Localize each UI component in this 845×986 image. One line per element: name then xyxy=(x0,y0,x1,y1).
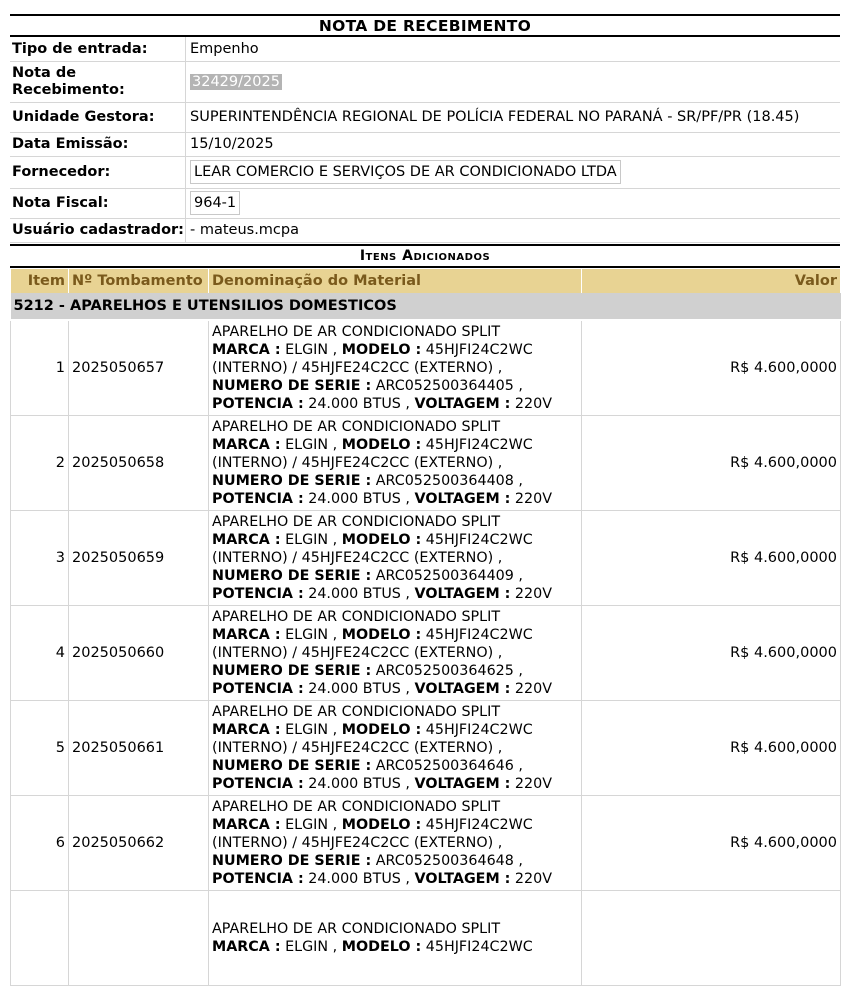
spec-label-serie: NUMERO DE SERIE : xyxy=(212,377,372,394)
spec-label-voltagem: VOLTAGEM : xyxy=(414,775,511,792)
info-row xyxy=(10,61,840,102)
spec-value-serie: ARC052500364646 , xyxy=(371,757,523,774)
spec-value-voltagem: 220V xyxy=(510,680,552,697)
table-row xyxy=(11,700,841,795)
spec-value-marca: ELGIN , xyxy=(280,721,342,738)
spec-label-modelo: MODELO : xyxy=(341,436,422,453)
info-row xyxy=(10,218,840,242)
spec-label-serie: NUMERO DE SERIE : xyxy=(212,757,372,774)
item-number: 5 xyxy=(11,700,69,795)
spec-label-potencia: POTENCIA : xyxy=(212,585,304,602)
spec-label-marca: MARCA : xyxy=(212,531,281,548)
spec-label-voltagem: VOLTAGEM : xyxy=(414,870,511,887)
material-description xyxy=(209,700,582,795)
item-value: R$ 4.600,0000 xyxy=(582,415,841,510)
table-row xyxy=(11,795,841,890)
spec-label-voltagem: VOLTAGEM : xyxy=(414,395,511,412)
material-name: APARELHO DE AR CONDICIONADO SPLIT xyxy=(212,418,501,435)
tombamento-number: 2025050662 xyxy=(69,795,209,890)
spec-label-modelo: MODELO : xyxy=(341,341,422,358)
info-value-cell xyxy=(186,61,841,102)
material-description xyxy=(209,415,582,510)
spec-value-voltagem: 220V xyxy=(510,775,552,792)
spec-value-potencia: 24.000 BTUS , xyxy=(303,490,415,507)
item-value: R$ 4.600,0000 xyxy=(582,605,841,700)
spec-label-modelo: MODELO : xyxy=(341,531,422,548)
column-header-tombamento[interactable]: Nº Tombamento xyxy=(69,269,209,293)
spec-label-modelo: MODELO : xyxy=(341,721,422,738)
material-name: APARELHO DE AR CONDICIONADO SPLIT xyxy=(212,323,501,340)
table-row xyxy=(11,605,841,700)
info-row xyxy=(10,156,840,188)
spec-value-potencia: 24.000 BTUS , xyxy=(303,395,415,412)
items-section-title: Itens Adicionados xyxy=(10,244,840,268)
spec-value-voltagem: 220V xyxy=(510,490,552,507)
spec-label-voltagem: VOLTAGEM : xyxy=(414,585,511,602)
item-number xyxy=(11,890,69,985)
spec-label-modelo: MODELO : xyxy=(341,626,422,643)
info-row xyxy=(10,102,840,132)
spec-value-voltagem: 220V xyxy=(510,395,552,412)
spec-label-voltagem: VOLTAGEM : xyxy=(414,490,511,507)
spec-value-modelo: 45HJFI24C2WC (INTERNO) / 45HJFE24C2CC (EXTERNO) , xyxy=(212,721,533,756)
spec-value-potencia: 24.000 BTUS , xyxy=(303,775,415,792)
tombamento-number: 2025050661 xyxy=(69,700,209,795)
spec-value-marca: ELGIN , xyxy=(280,626,342,643)
item-number: 2 xyxy=(11,415,69,510)
info-label: Unidade Gestora: xyxy=(10,102,186,132)
spec-label-potencia: POTENCIA : xyxy=(212,490,304,507)
tombamento-number: 2025050660 xyxy=(69,605,209,700)
column-header-item[interactable]: Item xyxy=(11,269,69,293)
material-specs xyxy=(212,938,578,956)
info-value: - mateus.mcpa xyxy=(190,222,299,238)
info-value: SUPERINTENDÊNCIA REGIONAL DE POLÍCIA FEDERAL NO PARANÁ - SR/PF/PR (18.45) xyxy=(190,109,800,125)
material-name: APARELHO DE AR CONDICIONADO SPLIT xyxy=(212,703,501,720)
material-name: APARELHO DE AR CONDICIONADO SPLIT xyxy=(212,608,501,625)
material-specs xyxy=(212,816,578,888)
info-value: Empenho xyxy=(190,40,259,57)
tombamento-number xyxy=(69,890,209,985)
table-row xyxy=(11,320,841,416)
receipt-document xyxy=(10,14,840,986)
item-value xyxy=(582,890,841,985)
info-value-cell xyxy=(186,37,841,61)
spec-value-modelo: 45HJFI24C2WC xyxy=(421,938,533,955)
spec-label-serie: NUMERO DE SERIE : xyxy=(212,472,372,489)
info-row xyxy=(10,37,840,61)
material-name: APARELHO DE AR CONDICIONADO SPLIT xyxy=(212,513,501,530)
spec-value-marca: ELGIN , xyxy=(280,436,342,453)
info-label: Nota de Recebimento: xyxy=(10,61,186,102)
info-label: Tipo de entrada: xyxy=(10,37,186,61)
material-description xyxy=(209,320,582,416)
spec-label-modelo: MODELO : xyxy=(341,938,422,955)
item-value: R$ 4.600,0000 xyxy=(582,510,841,605)
item-value: R$ 4.600,0000 xyxy=(582,795,841,890)
spec-label-marca: MARCA : xyxy=(212,721,281,738)
spec-value-serie: ARC052500364409 , xyxy=(371,567,523,584)
column-header-denominacao[interactable]: Denominação do Material xyxy=(209,269,582,293)
material-description xyxy=(209,510,582,605)
receipt-info-table xyxy=(10,37,840,243)
spec-value-voltagem: 220V xyxy=(510,870,552,887)
material-specs xyxy=(212,531,578,603)
material-specs xyxy=(212,721,578,793)
material-name: APARELHO DE AR CONDICIONADO SPLIT xyxy=(212,798,501,815)
spec-label-potencia: POTENCIA : xyxy=(212,680,304,697)
spec-value-marca: ELGIN , xyxy=(280,938,342,955)
info-row xyxy=(10,132,840,156)
spec-value-serie: ARC052500364408 , xyxy=(371,472,523,489)
info-label: Usuário cadastrador: xyxy=(10,218,186,242)
spec-value-serie: ARC052500364625 , xyxy=(371,662,523,679)
spec-label-modelo: MODELO : xyxy=(341,816,422,833)
spec-label-potencia: POTENCIA : xyxy=(212,870,304,887)
item-value: R$ 4.600,0000 xyxy=(582,700,841,795)
items-table xyxy=(10,269,841,986)
material-specs xyxy=(212,341,578,413)
spec-value-modelo: 45HJFI24C2WC (INTERNO) / 45HJFE24C2CC (EXTERNO) , xyxy=(212,816,533,851)
material-specs xyxy=(212,626,578,698)
page-title: NOTA DE RECEBIMENTO xyxy=(10,14,840,37)
group-label: 5212 - APARELHOS E UTENSILIOS DOMESTICOS xyxy=(11,293,841,320)
info-value-cell xyxy=(186,188,841,218)
tombamento-number: 2025050659 xyxy=(69,510,209,605)
spec-label-marca: MARCA : xyxy=(212,938,281,955)
spec-value-modelo: 45HJFI24C2WC (INTERNO) / 45HJFE24C2CC (EXTERNO) , xyxy=(212,626,533,661)
item-value: R$ 4.600,0000 xyxy=(582,320,841,416)
table-row xyxy=(11,415,841,510)
info-value: 15/10/2025 xyxy=(190,136,274,152)
spec-label-serie: NUMERO DE SERIE : xyxy=(212,662,372,679)
spec-value-potencia: 24.000 BTUS , xyxy=(303,585,415,602)
table-row xyxy=(11,510,841,605)
info-value[interactable]: 32429/2025 xyxy=(192,73,280,90)
item-number: 3 xyxy=(11,510,69,605)
group-header-row xyxy=(11,293,841,320)
spec-value-potencia: 24.000 BTUS , xyxy=(303,870,415,887)
info-row xyxy=(10,188,840,218)
spec-value-potencia: 24.000 BTUS , xyxy=(303,680,415,697)
info-value-cell xyxy=(186,102,841,132)
spec-value-modelo: 45HJFI24C2WC (INTERNO) / 45HJFE24C2CC (EXTERNO) , xyxy=(212,531,533,566)
info-label: Fornecedor: xyxy=(10,156,186,188)
spec-value-marca: ELGIN , xyxy=(280,341,342,358)
material-description xyxy=(209,795,582,890)
tombamento-number: 2025050658 xyxy=(69,415,209,510)
spec-label-serie: NUMERO DE SERIE : xyxy=(212,567,372,584)
spec-value-voltagem: 220V xyxy=(510,585,552,602)
material-specs xyxy=(212,436,578,508)
spec-label-serie: NUMERO DE SERIE : xyxy=(212,852,372,869)
material-description xyxy=(209,890,582,985)
spec-label-marca: MARCA : xyxy=(212,626,281,643)
material-description xyxy=(209,605,582,700)
info-label: Nota Fiscal: xyxy=(10,188,186,218)
spec-label-marca: MARCA : xyxy=(212,436,281,453)
spec-label-marca: MARCA : xyxy=(212,341,281,358)
spec-value-serie: ARC052500364405 , xyxy=(371,377,523,394)
info-label: Data Emissão: xyxy=(10,132,186,156)
column-header-valor[interactable]: Valor xyxy=(582,269,841,293)
tombamento-number: 2025050657 xyxy=(69,320,209,416)
spec-label-potencia: POTENCIA : xyxy=(212,395,304,412)
info-value[interactable]: 964-1 xyxy=(190,191,240,215)
spec-value-marca: ELGIN , xyxy=(280,531,342,548)
spec-label-potencia: POTENCIA : xyxy=(212,775,304,792)
info-value-cell xyxy=(186,156,841,188)
spec-label-voltagem: VOLTAGEM : xyxy=(414,680,511,697)
spec-value-marca: ELGIN , xyxy=(280,816,342,833)
spec-value-modelo: 45HJFI24C2WC (INTERNO) / 45HJFE24C2CC (EXTERNO) , xyxy=(212,436,533,471)
item-number: 6 xyxy=(11,795,69,890)
spec-label-marca: MARCA : xyxy=(212,816,281,833)
table-row xyxy=(11,890,841,985)
info-value-cell xyxy=(186,132,841,156)
spec-value-modelo: 45HJFI24C2WC (INTERNO) / 45HJFE24C2CC (EXTERNO) , xyxy=(212,341,533,376)
spec-value-serie: ARC052500364648 , xyxy=(371,852,523,869)
items-header-row xyxy=(11,269,841,293)
info-value-cell xyxy=(186,218,841,242)
item-number: 1 xyxy=(11,320,69,416)
info-value[interactable]: LEAR COMERCIO E SERVIÇOS DE AR CONDICIONADO LTDA xyxy=(190,160,621,184)
material-name: APARELHO DE AR CONDICIONADO SPLIT xyxy=(212,920,501,937)
item-number: 4 xyxy=(11,605,69,700)
